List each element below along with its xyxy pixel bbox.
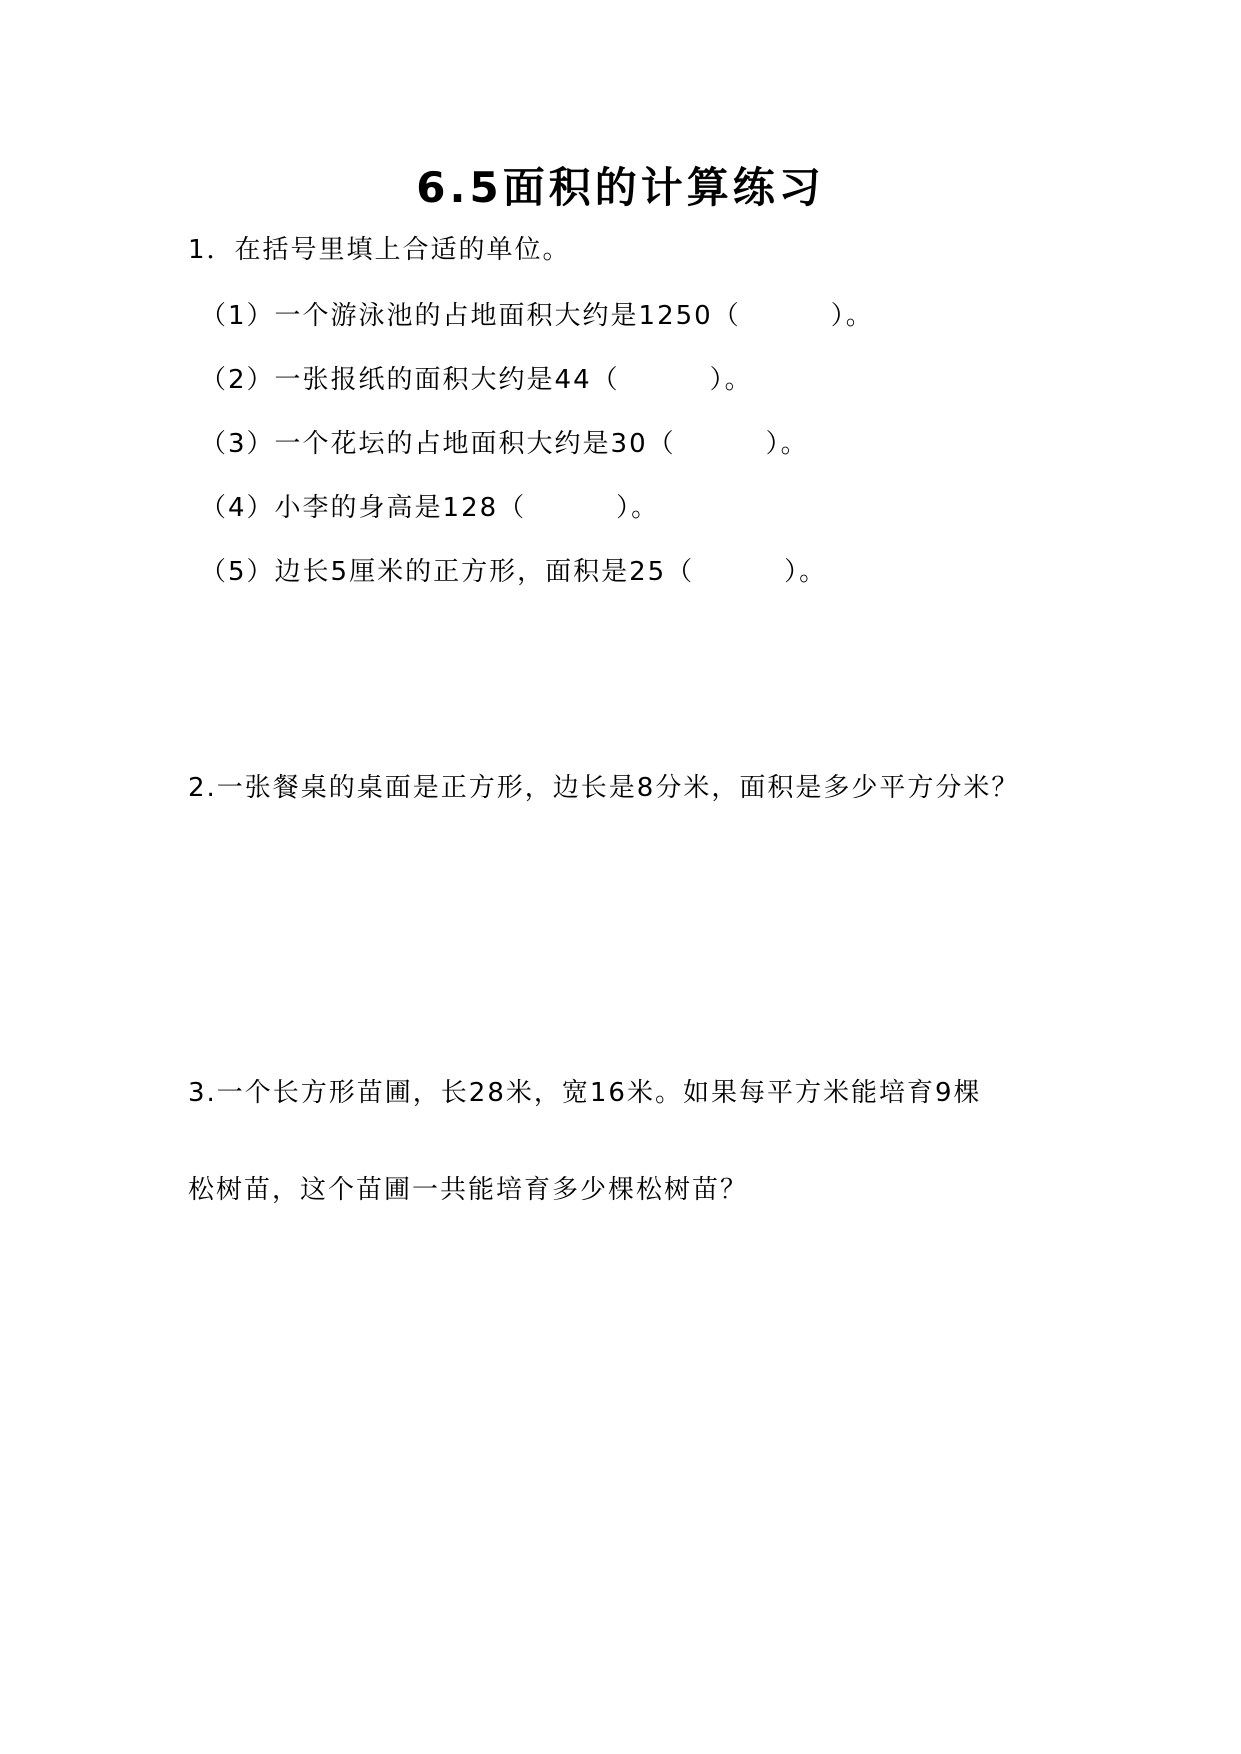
question-1-item-5 xyxy=(200,554,827,590)
item-prefix: （1）一个游泳池的占地面积大约是1250（ xyxy=(200,301,741,331)
question-3-line-2: 松树苗，这个苗圃一共能培育多少棵松树苗？ xyxy=(188,1175,749,1205)
question-1-item-4 xyxy=(200,490,659,526)
page-title: 6.5面积的计算练习 xyxy=(416,163,825,212)
item-prefix: （2）一张报纸的面积大约是44（ xyxy=(200,365,620,395)
question-3-line-1: 3.一个长方形苗圃，长28米，宽16米。如果每平方米能培育9棵 xyxy=(188,1078,982,1108)
question-1-item-1 xyxy=(200,298,874,334)
item-prefix: （4）小李的身高是128（ xyxy=(200,493,527,523)
question-1-item-3 xyxy=(200,426,809,462)
item-prefix: （5）边长5厘米的正方形，面积是25（ xyxy=(200,557,695,587)
item-suffix: ）。 xyxy=(765,429,809,459)
item-suffix: ）。 xyxy=(709,365,753,395)
question-1-heading: 1．在括号里填上合适的单位。 xyxy=(188,235,571,265)
item-suffix: ）。 xyxy=(784,557,828,587)
question-1-item-2 xyxy=(200,362,753,398)
item-suffix: ）。 xyxy=(616,493,660,523)
item-suffix: ）。 xyxy=(830,301,874,331)
item-prefix: （3）一个花坛的占地面积大约是30（ xyxy=(200,429,676,459)
question-2-text: 2.一张餐桌的桌面是正方形，边长是8分米，面积是多少平方分米？ xyxy=(188,773,1020,803)
